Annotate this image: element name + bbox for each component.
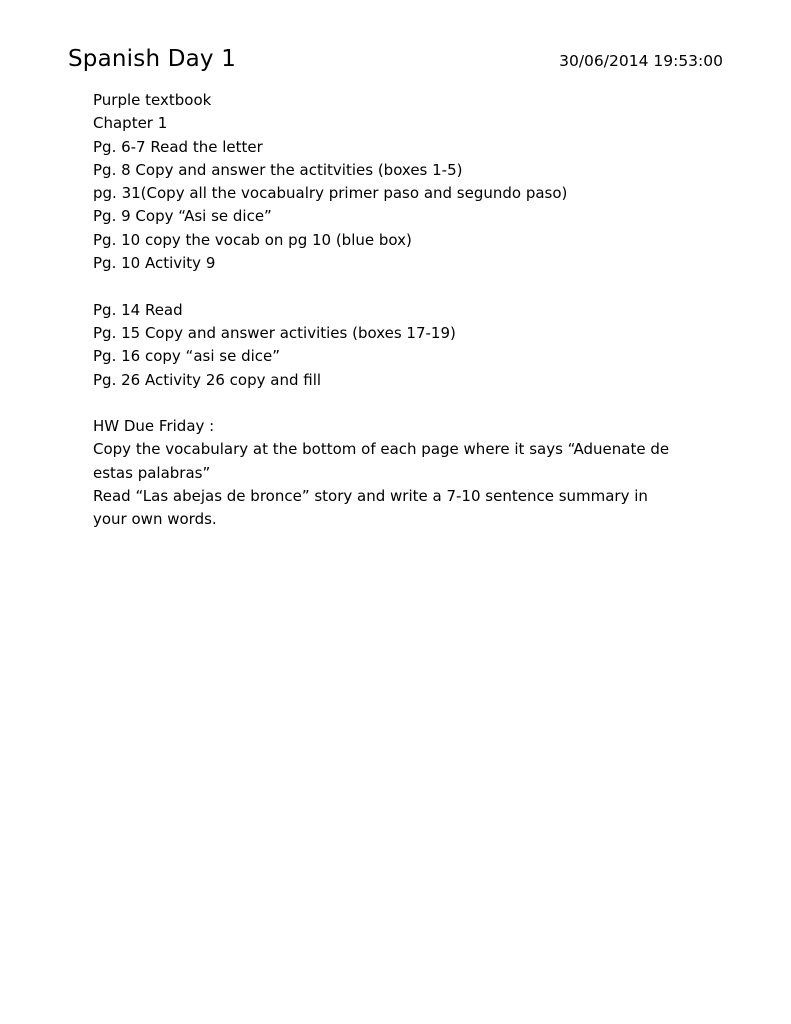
document-line: Pg. 14 Read [93, 300, 183, 319]
section-textbook-assignments [93, 89, 731, 275]
timestamp: 30/06/2014 19:53:00 [559, 52, 723, 70]
document-line: Pg. 8 Copy and answer the actitvities (boxes 1-5) [93, 160, 463, 179]
document-line: Chapter 1 [93, 114, 168, 133]
document-line: Pg. 16 copy “asi se dice” [93, 347, 281, 366]
document-header [0, 0, 791, 72]
document-body [0, 72, 791, 532]
document-line: Pg. 10 Activity 9 [93, 254, 216, 273]
document-line: Read “Las abejas de bronce” story and write a 7-10 sentence summary in [93, 487, 648, 506]
section-more-assignments [93, 299, 731, 392]
document-line: Copy the vocabulary at the bottom of each page where it says “Aduenate de [93, 440, 670, 459]
document-line: Pg. 15 Copy and answer activities (boxes 17-19) [93, 323, 456, 342]
document-line: estas palabras” [93, 463, 211, 482]
document-line: Pg. 9 Copy “Asi se dice” [93, 207, 272, 226]
page-title: Spanish Day 1 [68, 46, 237, 72]
section-homework-due [93, 415, 731, 531]
document-line: your own words. [93, 510, 217, 529]
document-line: HW Due Friday : [93, 417, 215, 436]
document-line: Pg. 26 Activity 26 copy and fill [93, 370, 322, 389]
document-line: Pg. 10 copy the vocab on pg 10 (blue box) [93, 230, 412, 249]
document-line: pg. 31(Copy all the vocabualry primer paso and segundo paso) [93, 184, 568, 203]
document-line: Purple textbook [93, 91, 212, 109]
document-line: Pg. 6-7 Read the letter [93, 137, 263, 156]
